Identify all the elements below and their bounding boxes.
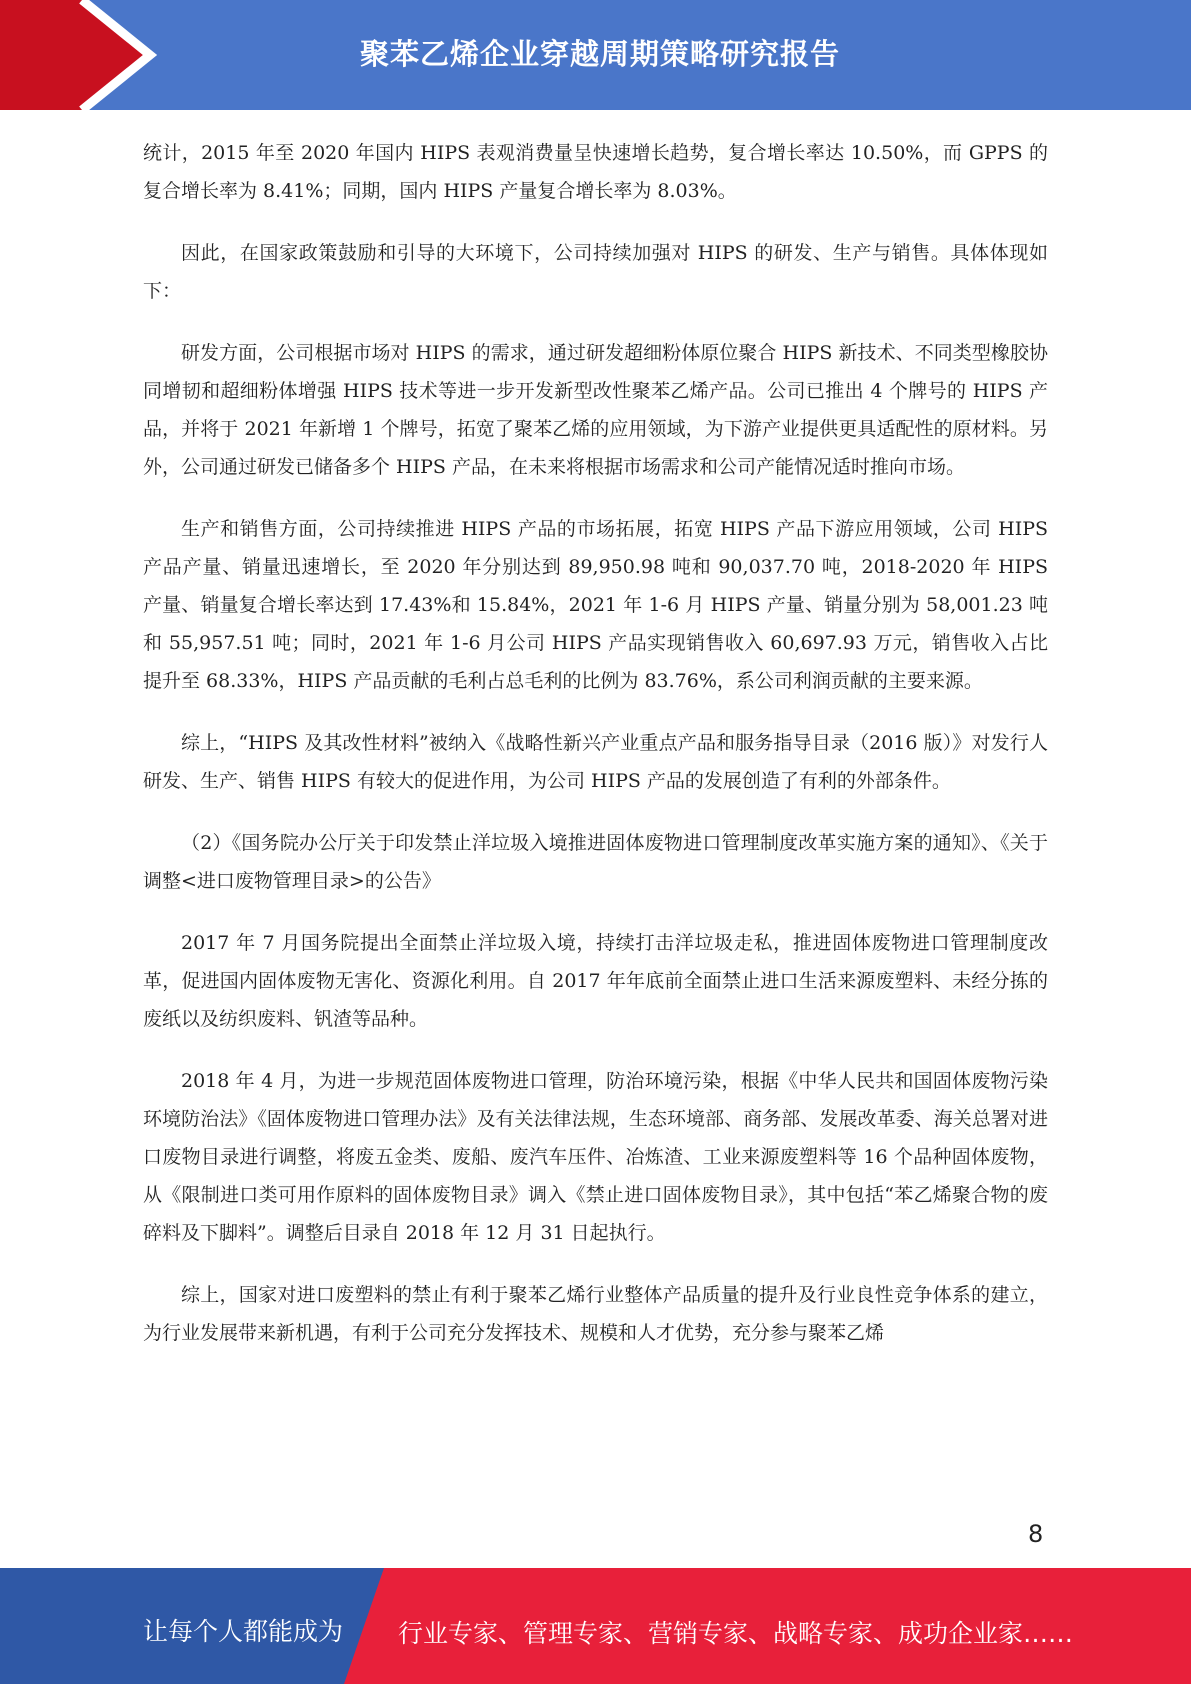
paragraph-conclusion-import-ban: 综上，国家对进口废塑料的禁止有利于聚苯乙烯行业整体产品质量的提升及行业良性竞争体系的建立，为行业发展带来新机遇，有利于公司充分发挥技术、规模和人才优势，充分参与聚苯乙烯 (143, 1284, 1048, 1344)
page-footer (0, 1568, 1191, 1684)
paragraph-rnd: 研发方面，公司根据市场对 HIPS 的需求，通过研发超细粉体原位聚合 HIPS 新技术、不同类型橡胶协同增韧和超细粉体增强 HIPS 技术等进一步开发新型改性聚苯乙烯产品。公司已推出 4 个牌号的 HIPS 产品，并将于 2021 年新增 1 个牌号，拓宽了聚苯乙烯的应用领域，为下游产业提供更具适配性的原材料。另外，公司通过研发已储备多个 HIPS 产品，在未来将根据市场需求和公司产能情况适时推向市场。 (143, 342, 1048, 478)
paragraph-policy-summary: 因此，在国家政策鼓励和引导的大环境下，公司持续加强对 HIPS 的研发、生产与销售。具体体现如下： (143, 242, 1048, 302)
section-heading-import-ban: （2）《国务院办公厅关于印发禁止洋垃圾入境推进固体废物进口管理制度改革实施方案的通知》、《关于调整<进口废物管理目录>的公告》 (143, 832, 1048, 892)
paragraph-conclusion-hips: 综上，“HIPS 及其改性材料”被纳入《战略性新兴产业重点产品和服务指导目录（2016 版）》对发行人研发、生产、销售 HIPS 有较大的促进作用，为公司 HIPS 产品的发展创造了有利的外部条件。 (143, 732, 1048, 792)
page-number: 8 (1028, 1520, 1044, 1548)
page-header (0, 0, 1191, 110)
paragraph-production-sales: 生产和销售方面，公司持续推进 HIPS 产品的市场拓展，拓宽 HIPS 产品下游应用领域，公司 HIPS 产品产量、销量迅速增长，至 2020 年分别达到 89,950.98 吨和 90,037.70 吨，2018-2020 年 HIPS 产量、销量复合增长率达到 17.43%和 15.84%，2021 年 1-6 月 HIPS 产量、销量分别为 58,001.23 吨和 55,957.51 吨；同时，2021 年 1-6 月公司 HIPS 产品实现销售收入 60,697.93 万元，销售收入占比提升至 68.33%，HIPS 产品贡献的毛利占总毛利的比例为 83.76%，系公司利润贡献的主要来源。 (143, 518, 1048, 692)
footer-slogan-right: 行业专家、管理专家、营销专家、战略专家、成功企业家…… (398, 1619, 1074, 1648)
paragraph-2018-adjustment: 2018 年 4 月，为进一步规范固体废物进口管理，防治环境污染，根据《中华人民共和国固体废物污染环境防治法》《固体废物进口管理办法》及有关法律法规，生态环境部、商务部、发展改革委、海关总署对进口废物目录进行调整，将废五金类、废船、废汽车压件、冶炼渣、工业来源废塑料等 16 个品种固体废物，从《限制进口类可用作原料的固体废物目录》调入《禁止进口固体废物目录》，其中包括“苯乙烯聚合物的废碎料及下脚料”。调整后目录自 2018 年 12 月 31 日起执行。 (143, 1070, 1048, 1244)
document-body (143, 134, 1048, 1376)
paragraph-2017-ban: 2017 年 7 月国务院提出全面禁止洋垃圾入境，持续打击洋垃圾走私，推进固体废物进口管理制度改革，促进国内固体废物无害化、资源化利用。自 2017 年年底前全面禁止进口生活来源废塑料、未经分拣的废纸以及纺织废料、钒渣等品种。 (143, 932, 1048, 1030)
footer-slogan-left: 让每个人都能成为 (143, 1617, 344, 1646)
paragraph-consumption-stats: 统计，2015 年至 2020 年国内 HIPS 表观消费量呈快速增长趋势，复合增长率达 10.50%，而 GPPS 的复合增长率为 8.41%；同期，国内 HIPS 产量复合增长率为 8.03%。 (143, 142, 1048, 202)
report-title: 聚苯乙烯企业穿越周期策略研究报告 (360, 37, 841, 71)
